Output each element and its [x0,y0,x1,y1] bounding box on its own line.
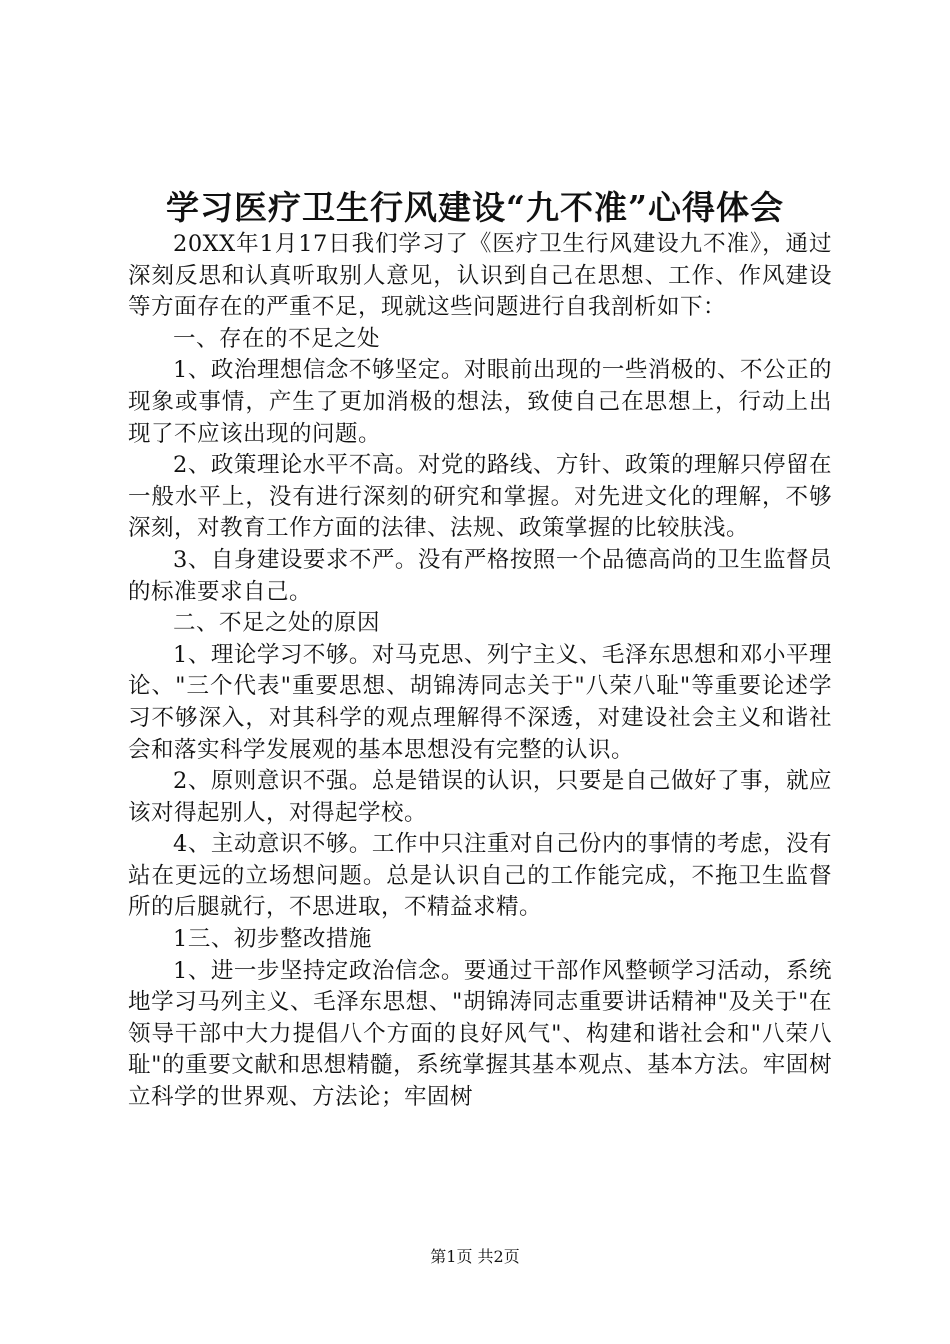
document-body [128,229,832,1114]
page-footer: 第1页 共2页 [430,1247,520,1266]
paragraph-cause-1: 1、理论学习不够。对马克思、列宁主义、毛泽东思想和邓小平理论、"三个代表"重要思想、胡锦涛同志关于"八荣八耻"等重要论述学习不够深入，对其科学的观点理解得不深透，对建设社会主义和谐社会和落实科学发展观的基本思想没有完整的认识。 [128,641,832,763]
paragraph-cause-2: 2、原则意识不强。总是错误的认识，只要是自己做好了事，就应该对得起别人，对得起学校。 [128,768,832,826]
document-title: 学习医疗卫生行风建设“九不准”心得体会 [166,188,784,227]
paragraph-intro: 20XX年1月17日我们学习了《医疗卫生行风建设九不准》，通过深刻反思和认真听取别人意见，认识到自己在思想、工作、作风建设等方面存在的严重不足，现就这些问题进行自我剖析如下： [128,231,832,321]
paragraph-cause-4: 4、主动意识不够。工作中只注重对自己份内的事情的考虑，没有站在更远的立场想问题。总是认识自己的工作能完成，不拖卫生监督所的后腿就行，不思进取，不精益求精。 [128,831,832,921]
section-heading-causes: 二、不足之处的原因 [173,610,381,637]
paragraph-shortcoming-1: 1、政治理想信念不够坚定。对眼前出现的一些消极的、不公正的现象或事情，产生了更加消极的想法，致使自己在思想上，行动上出现了不应该出现的问题。 [128,357,832,447]
section-heading-measures: 1三、初步整改措施 [173,926,372,953]
paragraph-shortcoming-2: 2、政策理论水平不高。对党的路线、方针、政策的理解只停留在一般水平上，没有进行深刻的研究和掌握。对先进文化的理解，不够深刻，对教育工作方面的法律、法规、政策掌握的比较肤浅。 [128,452,832,542]
paragraph-shortcoming-3: 3、自身建设要求不严。没有严格按照一个品德高尚的卫生监督员的标准要求自己。 [128,546,832,605]
section-heading-shortcomings: 一、存在的不足之处 [173,325,381,352]
paragraph-measure-1: 1、进一步坚持定政治信念。要通过干部作风整顿学习活动，系统地学习马列主义、毛泽东思想、"胡锦涛同志重要讲话精神"及关于"在领导干部中大力提倡八个方面的良好风气"、构建和谐社会和"八荣八耻"的重要文献和思想精髓，系统掌握其基本观点、基本方法。牢固树立科学的世界观、方法论；牢固树 [128,957,832,1111]
